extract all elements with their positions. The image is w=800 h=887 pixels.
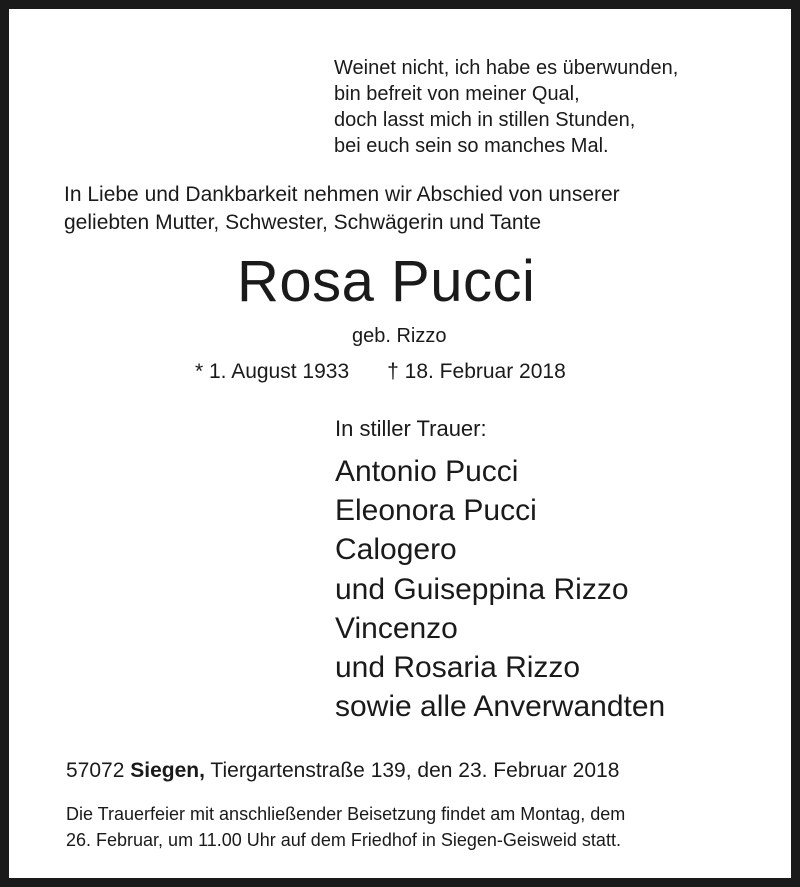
mourner-name: Antonio Pucci bbox=[335, 455, 519, 488]
city-name: Siegen, bbox=[130, 759, 205, 782]
deceased-name: Rosa Pucci bbox=[237, 249, 536, 314]
poem-line: bei euch sein so manches Mal. bbox=[334, 135, 609, 157]
intro-line: geliebten Mutter, Schwester, Schwägerin und Tante bbox=[64, 211, 542, 234]
postal-code: 57072 bbox=[66, 759, 125, 782]
mourner-name: und Rosaria Rizzo bbox=[335, 651, 581, 685]
mourning-label: In stiller Trauer: bbox=[335, 416, 487, 441]
funeral-ceremony-info bbox=[66, 801, 625, 853]
mourner-name: Eleonora Pucci bbox=[335, 494, 537, 528]
mourners-list bbox=[335, 452, 665, 726]
intro-line: In Liebe und Dankbarkeit nehmen wir Abschied von unserer bbox=[64, 183, 620, 206]
ceremony-line: 26. Februar, um 11.00 Uhr auf dem Friedhof in Siegen-Geisweid statt. bbox=[66, 830, 621, 850]
death-date: † 18. Februar 2018 bbox=[387, 360, 566, 383]
poem-line: Weinet nicht, ich habe es überwunden, bbox=[334, 57, 679, 79]
address-line bbox=[66, 757, 619, 785]
farewell-intro bbox=[64, 181, 620, 237]
mourner-name: Calogero bbox=[335, 533, 457, 567]
street-and-date: Tiergartenstraße 139, den 23. Februar 2018 bbox=[210, 759, 620, 782]
ceremony-line: Die Trauerfeier mit anschließender Beisetzung findet am Montag, dem bbox=[66, 804, 626, 824]
mourner-name: und Guiseppina Rizzo bbox=[335, 572, 629, 606]
life-dates bbox=[195, 358, 566, 386]
memorial-poem bbox=[334, 55, 678, 159]
mourner-name: sowie alle Anverwandten bbox=[335, 690, 666, 724]
birth-date: * 1. August 1933 bbox=[195, 360, 350, 383]
poem-line: bin befreit von meiner Qual, bbox=[334, 83, 580, 105]
mourner-name: Vincenzo bbox=[335, 611, 458, 645]
poem-line: doch lasst mich in stillen Stunden, bbox=[334, 109, 636, 131]
birth-name: geb. Rizzo bbox=[352, 325, 447, 347]
